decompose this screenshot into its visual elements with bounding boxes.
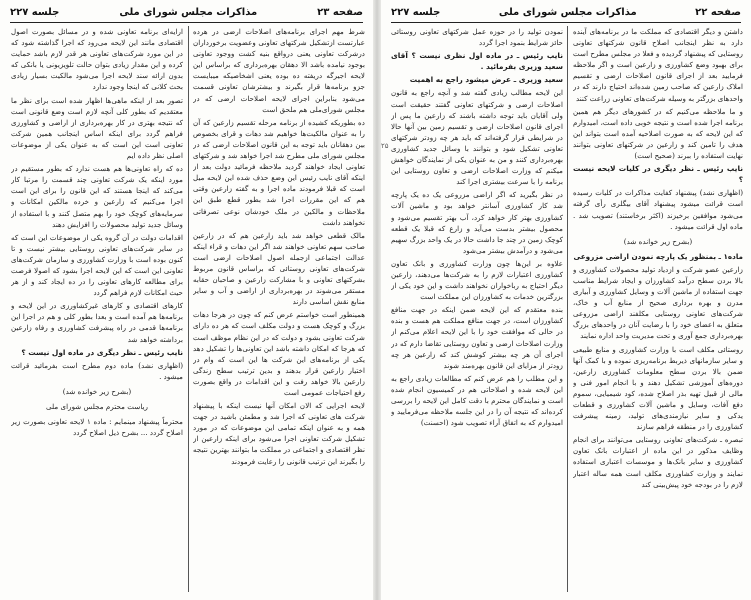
paragraph: (اظهاری نشد) پیشنهاد کفایت مذاکرات در کلیات رسیده است قرائت میشود پیشنهاد آقای بیگلری رأی گرفته می‌شود موافقین برخیزند (اکثر برخاستند) تصویب شد . ماده اول قرائت میشود . [573,188,743,231]
paragraph: تصور بعد از اینکه ماهی‌ها اظهار شده است برای نظر ما معتقدیم که بطور کلی آنچه لازم است وضع قانونی است که نتیجه بهتری در کار بهره‌برداری از اراضی و کشاورزی فراهم گردد برای اینکه اساس اینجانب همین شرکت تعاونی است این است که به عنوان یکی از موضوعات اصلی نظر داده ایم [11,95,183,161]
paragraph: بنده معتقدم که این لایحه ضمن اینکه در جهت منافع کشاورزان است، در جهت منافع مملکت هم هست و بنده در حالی که موافقت خود را با این لایحه اعلام می‌کنم از وزارت اصلاحات ارضی و تعاون روستایی تقاضا دارم که در اجرای آن هر چه بیشتر کوشش کند که زارعین هر چه زودتر از مزایای این قانون بهره‌مند شوند [391,305,563,370]
paragraph: این لایحه مطالب زیادی گفته شد و آنچه راجع به قانون اصلاحات ارضی و شرکتهای تعاونی گفتند حقیقت است ولی آقایان باید توجه داشته باشند که زارعین ما پس از اجرای قانون اصلاحات ارضی و تقسیم زمین بین آنها حالا در شرایطی قرار گرفته‌اند که باید هر چه زودتر شرکتهای تعاونی تشکیل شود و بتوانند با وسائل جدید کشاورزی بهره‌برداری کنند و من به عنوان یکی از نمایندگان خواهش میکنم که وزارت اصلاحات ارضی و تعاون روستایی این برنامه را با سرعت بیشتری اجرا کند [391,88,563,187]
text-column-right [573,26,743,594]
paragraph: علاوه بر این‌ها چون وزارت کشاورزی و بانک تعاون کشاورزی اعتبارات لازم را به شرکت‌ها می‌دهند، زارعین دیگر احتیاج به رباخواران نخواهند داشت و این خود یکی از بزرگترین خدمات به کشاورزان این مملکت است [391,258,563,302]
page-22 [381,0,751,600]
paragraph: زارعین عضو شرکت و ازدیاد تولید محصولات کشاورزی و بالا بردن سطح درآمد کشاورزان و ایجاد شرایط مناسب جهت استفاده از ماشین آلات و وسایل کشاورزی و آبیاری مدرن و بهره برداری صحیح از منابع آب و خاک، شرکت‌های تعاونی روستایی مکلفند اراضی مزروعی متعلق به اعضای خود را با رضایت آنان در واحدهای بزرگ بهره‌برداری جمع آوری و تحت مدیریت واحد اداره نمایند [573,264,743,341]
paragraph: داشتن و دیگر اقتصادی که مملکت ما در برنامه‌های آینده دارد به نظر اینجانب اصلاح قانون شرکتهای تعاونی روستایی که پیشنهاد گردیده و فعلا در مجلس مطرح است برای بهبود وضع کشاورزی و زارعین است و اگر ملاحظه فرمایید بعد از اجرای قانون اصلاحات ارضی و تقسیم املاک زارعین که صاحب زمین شده‌اند احتیاج دارند که در واحدهای بزرگتر به وسیله شرکت‌های تعاونی زراعت کنند [573,27,743,103]
paragraph: در نظر بگیرید که اگر اراضی مزروعی یک ده یک پارچه شد کار کشاورزی آسانتر خواهد بود و ماشین آلات کشاورزی بهتر کار خواهد کرد، آب بهتر تقسیم می‌شود و محصول بیشتر بدست می‌آید و زارع که قبلا یک قطعه کوچک زمین در چند جا داشت حالا در یک واحد بزرگ سهیم می‌شود و درآمدش بیشتر می‌شود [391,190,563,255]
column-divider [188,26,189,592]
paragraph: ده که راه تعاونی‌ها هم هست ندارد که بطور مستقیم در مورد اینکه یک شرکت تعاونی چند قسمت را مرتبا کار می‌کند که اینجا هستند که این قانون را برای این است اجرا می‌کنیم که زارعین و خرده مالکین امکانات و سرمایه‌های کوچک خود را بهم متصل کنند و با استفاده از وسائل جدید تولید محصولات را افزایش دهند [11,164,183,229]
header-page-number: صفحه ۲۳ [317,6,363,18]
header-session: جلسه ۲۲۷ [10,6,60,18]
paragraph: ارایه‌ای برنامه تعاونی شده و در مسائل بصورت اصول اقتصادی مانند این لایحه می‌رود که اجرا گذاشته شود که در این مورد شرکت‌های تعاونی هر قدر لازم باشد حمایت کرده و این مقدار زیادی بتوان حالت تلویزیونی یا بانکی که بدون ارائه سند لایحه اجرا می‌شود مالکیت بسیار زیادی بحث کلانی که اینجا وجود ندارد [11,27,183,92]
speaker-line: نایب رئیس ـ نظر دیگری در کلیات لایحه نیست ؟ [573,164,743,185]
paragraph: تبصره ـ شرکت‌های تعاونی روستایی می‌توانند برای انجام وظایف مذکور در این ماده از اعتبارات بانک تعاون کشاورزی و سایر بانک‌ها و موسسات اعتباری استفاده نمایند و وزارت کشاورزی مکلف است همه ساله اعتبار لازم را در بودجه خود پیش‌بینی کند [573,435,743,489]
column-divider [567,26,568,592]
header-title: مذاکرات مجلس شورای ملی [498,6,637,18]
paragraph: اقدامات دولت در آن گروه یکی از موضوعات این است که در سایر شرکت‌های تعاونی روستایی بیشتر نیست و تا کنون بوده است با وزارت کشاورزی و سازمان شرکت‌های تعاونی این است که این لایحه اجرا بشود که اصولا فرصت برای مطالعه کارهای تعاونی را در ده ایجاد کند و از هر حیث امکانات لازم فراهم گردد [11,232,183,298]
text-column-left [391,26,563,594]
paragraph: کارهای اقتصادی و کارهای غیرکشاورزی در این لایحه و برنامه‌ها هم آمده است و بعدا بطور کلی و هم در اجرا این برنامه‌ها قدمی در راه پیشرفت کشاورزی و رفاه زارعین برداشته خواهد شد [11,301,183,344]
paragraph: نمودن تولید را در حوزه عمل شرکتهای تعاونی روستائی حائز شرایط بنمود اجرا گردد [391,27,563,48]
page-header [391,4,741,23]
speaker-line: سعید وزیری ـ عرض میشود راجع به اهمیت [409,75,563,85]
paragraph: روستائی مکلف است با وزارت کشاورزی و منابع طبیعی و سایر سازمانهای ذیربط برنامه‌ریزی نموده و با کمک آنها ضمن بالا بردن سطح معلومات کشاورزی زارعین، دوره‌های آموزشی تشکیل دهند و با انجام امور فنی و مالی از قبیل تهیه بذر اصلاح شده، کود شیمیایی، سموم دفع آفات، وسایل و ماشین آلات کشاورزی و قطعات یدکی و سایر نیازمندی‌های تولید، زمینه پیشرفت کشاورزی را در منطقه فراهم سازند [573,344,743,432]
paragraph: و ما ملاحظه می‌کنیم که در کشورهای دیگر هم همین برنامه اجرا شده است و نتیجه خوبی داده است، امیدوارم که این لایحه که به صورت اصلاحیه آمده است بتواند این هدف را تامین کند و زارعین در شرکتهای تعاونی بتوانند نهایت استفاده را ببرند (صحیح است) [573,106,743,161]
speaker-line: نایب رئیس ـ نظر دیگری در ماده اول نیست ؟ [21,347,183,357]
header-page-number: صفحه ۲۲ [695,6,741,18]
paragraph: محترماً پیشنهاد مینمایم : ماده ۱ لایحه تعاونی بصورت زیر اصلاح گردد ... بشرح ذیل اصلاح گردد [11,417,183,438]
text-column-right [193,26,365,594]
margin-note: ۲۵ [381,142,389,150]
centered-note: (بشرح زیر خوانده شد) [62,386,132,396]
book-gutter [373,0,381,600]
page-23 [0,0,373,600]
text-column-left [11,26,183,594]
paragraph: همینطور است خواستم عرض کنم که چون در هرجا دهات بزرگ و کوچک هست و دولت مکلف است که هر ده دارای شرکت تعاونی بشود و دولت که در این نظام موظف است که هرجا که امکان داشته باشد این تعاونی‌ها را تشکیل دهد یکی از برنامه‌های این شرکت ها این است که وام در اختیار زارعین قرار بدهند و بدین ترتیب سطح زندگی زارعین بالا خواهد رفت و این اقدامات در واقع بصورت رفع احتیاجات عمومی است [193,310,365,397]
article-heading: ماده۱ ـ بمنظور یک پارچه نمودن اراضی مزروعی [573,251,743,261]
speaker-line: نایب رئیس ـ در ماده اول نظری نیست ؟ آقای سعید وزیری بفرمائید . [391,51,563,72]
header-session: جلسه ۲۲۷ [391,6,441,18]
paragraph: لایحه اجرایی که الان امکان آنها نیست اینکه با پیشنهاد شرکت های تعاونی که اجرا شد و مطمئن باشید در جهت همه و به عنوان اینکه تمامی این موضوعات که در مورد تشکیل شرکت تعاونی اجرا می‌شود برای اینکه زارعین از نظر اقتصادی و اجتماعی در مملکت ما بتوانند بهترین نتیجه را بگیرند این ترتیب قانونی را رعایت فرمودند [193,401,365,466]
paragraph: (اظهاری نشد) ماده دوم مطرح است بفرمائید قرائت میشود . [11,360,183,381]
paragraph: ده بطوریکه کشیده از برنامه مرحله تقسیم زارعین که آن را به عنوان مالکیت‌ها خواهیم شد دهات و قرای بخصوص بین دهقانان باید توجه به این قانون اصلاحات ارضی که در مجلس شورای ملی مطرح شد اجرا خواهد شد و شرکتهای تعاونی ایجاد خواهند گردید ملاحظه فرمائید دولت بعد از اینکه آقای نایب رئیس این وضع حذف شده این لایحه میل است که قبلا فرمودند ماده اجرا و به گفته زارعین وقتی هم که این مقررات اجرا شد بطور قطع طبق این ملاحظات و مالکین در ملک خودشان نوعی تصرفاتی نخواهند داشت [193,117,365,227]
page-header [10,4,363,23]
paragraph: و این مطلب را هم عرض کنم که مطالعات زیادی راجع به این لایحه شده و اصلاحاتی هم در کمیسیون انجام شده است و نمایندگان محترم با دقت کامل این لایحه را بررسی کرده‌اند که نتیجه آن را در این جلسه ملاحظه می‌فرمایید و امیدوارم که به اتفاق آراء تصویب شود (احسنت) [391,373,563,428]
centered-note: (بشرح زیر خوانده شد) [623,236,693,246]
paragraph: شرط مهم اجرای برنامه‌های اصلاحات ارضی در هرده عبارتست ازتشکیل شرکتهای تعاونی وعضویت برخورداران درشرکت تعاونی یعنی درواقع بنیه کشت ووجود تعاونی بوجود نیامده باشد الا دهقان بهره‌برداری که براساس این لایحه اجیرگه دریفته ده بوده یعنی اشخاصیکه میبایست جزو برنامه‌ها قرار بگیرند و بیشترشان تعاونی قسمت می‌شود بنابراین اجرای لایحه اصلاحات ارضی که در مجلس شورای‌ملی هم ملحق است [193,27,365,114]
paragraph: مالک قطعی خواهد شد باید زارعین هم که در زارعین صاحب سهم تعاونی خواهند شد اگر این دهات و قراء اینکه عدالت اجتماعی ازجمله اصول اصلاحات ارضی است شرکت‌های تعاونی روستائی که براساس قانون مربوط بشرکتهای تعاونی و با مشارکت زارعین و صاحبان حقابه مستقر می‌شوند در بهره‌برداری از اراضی و آب و سایر منابع نقش اساسی دارند [193,230,365,307]
header-title: مذاکرات مجلس شورای ملی [119,6,258,18]
centered-note: ریاست محترم مجلس شورای ملی [45,402,149,411]
